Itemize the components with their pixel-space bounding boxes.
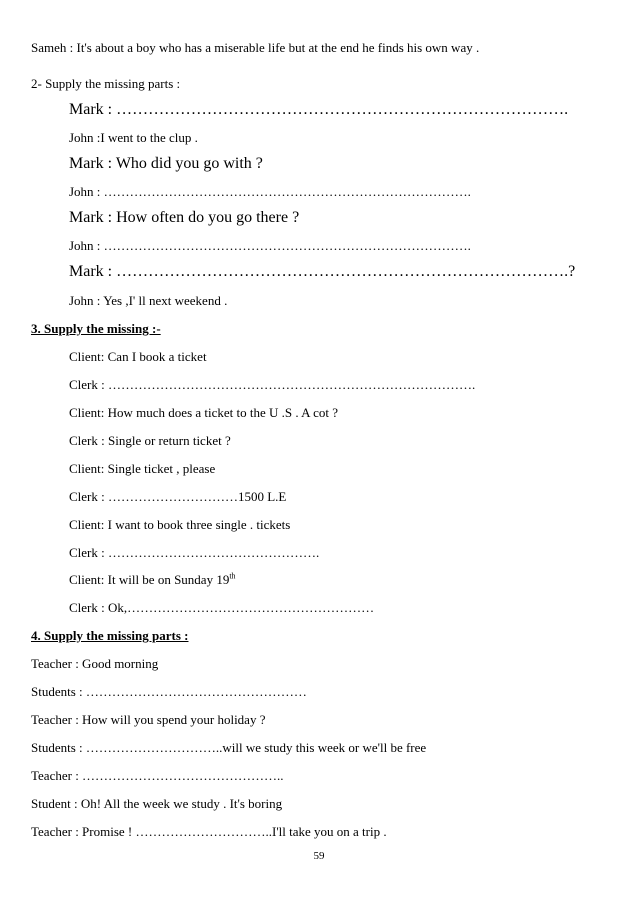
dialogue-line: John : ………………………………………………………………………….: [69, 184, 471, 199]
dialogue-line: Clerk : …………………………1500 L.E: [69, 489, 287, 504]
dialogue-line: Teacher : Good morning: [31, 656, 159, 671]
dialogue-line: Client: I want to book three single . tickets: [69, 517, 291, 532]
dialogue-line: Clerk : ………………………………………….: [69, 545, 320, 560]
section3-heading: 3. Supply the missing :-: [31, 321, 161, 336]
intro-line: Sameh : It's about a boy who has a miserable life but at the end he finds his own way .: [31, 40, 480, 55]
dialogue-line: Students : ……………………………………………: [31, 684, 307, 699]
dialogue-text: Client: It will be on Sunday 19: [69, 572, 230, 587]
dialogue-line: Students : …………………………..will we study this week or we'll be free: [31, 740, 427, 755]
dialogue-line: Mark : ………………………………………………………………………….: [69, 101, 569, 118]
page-number: 59: [313, 850, 325, 862]
dialogue-line: John : ………………………………………………………………………….: [69, 238, 471, 253]
section2-heading: 2- Supply the missing parts :: [31, 76, 181, 91]
dialogue-line: John : Yes ,I' ll next weekend .: [69, 293, 228, 308]
section4-heading: 4. Supply the missing parts :: [31, 628, 189, 643]
dialogue-line: Clerk : ………………………………………………………………………….: [69, 377, 476, 392]
dialogue-line: Student : Oh! All the week we study . It's boring: [31, 796, 283, 811]
dialogue-line: Client: Can I book a ticket: [69, 349, 207, 364]
dialogue-line: Teacher : Promise ! …………………………..I'll take you on a trip .: [31, 824, 387, 839]
dialogue-line: Client: How much does a ticket to the U .S . A cot ?: [69, 405, 338, 420]
dialogue-line: Teacher : How will you spend your holiday ?: [31, 712, 266, 727]
dialogue-line: [69, 572, 236, 588]
dialogue-line: John :I went to the clup .: [69, 130, 198, 145]
dialogue-line: Clerk : Single or return ticket ?: [69, 433, 231, 448]
dialogue-line: Clerk : Ok,…………………………………………………: [69, 600, 375, 615]
dialogue-line: Client: Single ticket , please: [69, 461, 216, 476]
dialogue-line: Teacher : ………………………………………..: [31, 768, 284, 783]
dialogue-line: Mark : Who did you go with ?: [69, 155, 263, 172]
ordinal-suffix: th: [229, 571, 236, 581]
dialogue-line: Mark : How often do you go there ?: [69, 209, 300, 226]
dialogue-line: Mark : ………………………………………………………………………….?: [69, 263, 576, 280]
